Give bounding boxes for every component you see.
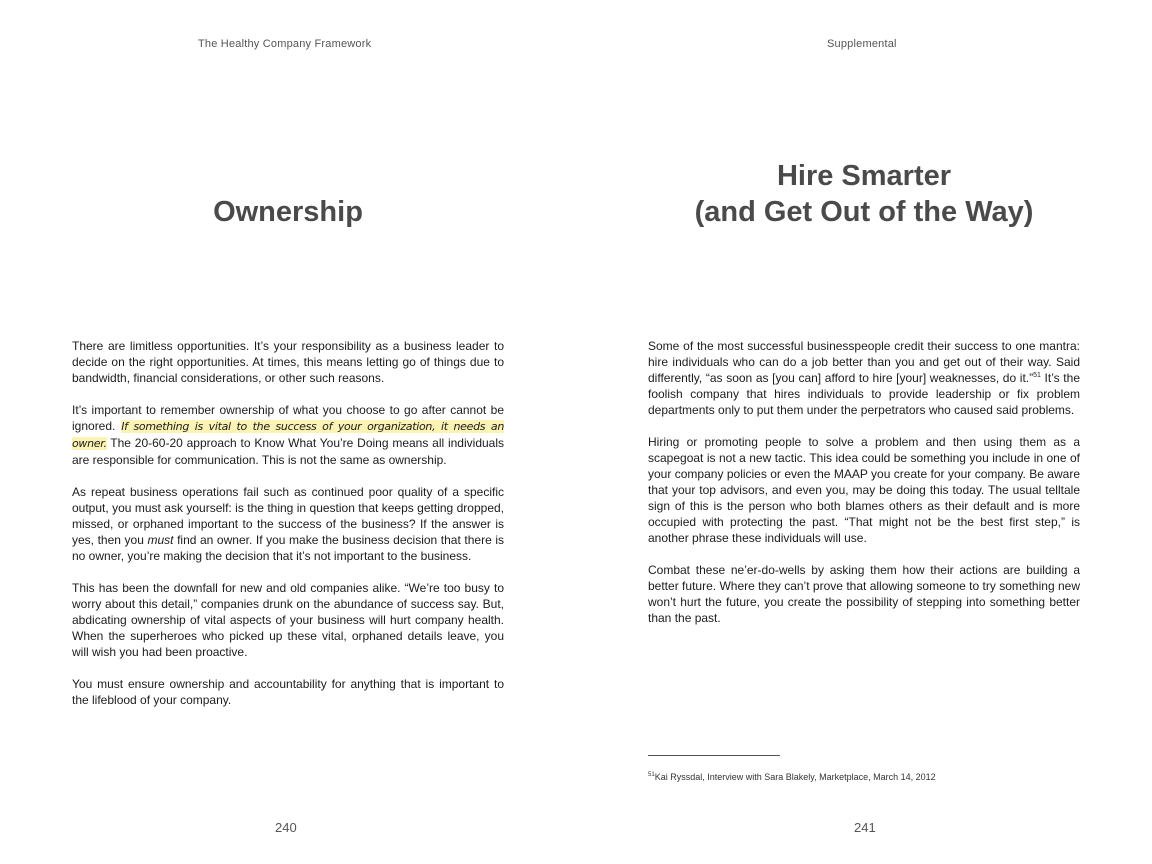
paragraph-text: The 20-60-20 approach to Know What You’re Doing means all individuals are responsible for communication. This is not the same as ownership. <box>72 436 505 467</box>
running-head: The Healthy Company Framework <box>198 38 372 50</box>
paragraph-text: You must ensure ownership and accountability for anything that is important to the lifeblood of your company. <box>72 677 504 707</box>
chapter-title-text: Ownership <box>213 196 363 228</box>
paragraph-text: It’s the foolish company that hires individuals to provide leadership or fix problem departments only to put them under the perpetrators who caused said problems. <box>648 371 1080 417</box>
paragraph-text: find an owner. If you make the business decision that there is no owner, you’re making the decision that it’s not important to the business. <box>72 533 504 563</box>
paragraph <box>648 562 1080 626</box>
body-text <box>648 338 1080 642</box>
emphasis: must <box>147 533 174 547</box>
page-number: 240 <box>275 820 297 835</box>
paragraph-text: As repeat business operations fail such as continued poor quality of a specific output, you must ask yourself: is the thing in question that keeps getting dropped, missed, or orphaned important to the success of the business? If the answer is yes, then you <box>72 485 504 547</box>
paragraph-text: Combat these ne’er-do-wells by asking them how their actions are building a better future. Where they can’t prove that allowing someone to try something new won’t hurt the future, you create the possibility of stepping into something better than the past. <box>648 563 1080 625</box>
paragraph <box>72 676 504 708</box>
footnote-text: Kai Ryssdal, Interview with Sara Blakely, Marketplace, March 14, 2012 <box>654 772 936 782</box>
paragraph <box>72 484 504 564</box>
chapter-title <box>576 158 1152 230</box>
chapter-title-line1: Hire Smarter <box>776 160 952 192</box>
paragraph <box>72 338 504 386</box>
chapter-title <box>0 194 576 230</box>
paragraph <box>72 402 504 468</box>
paragraph-text: Hiring or promoting people to solve a problem and then using them as a scapegoat is not a new tactic. This idea could be something you include in one of your company policies or even the MAAP you create for your company. Be aware that your top advisors, and even you, may be doing this today. The usual telltale sign of this is the person who both blames others as their default and is more occupied with protecting the past. “That might not be the best first step,” is another phrase these individuals will use. <box>648 435 1080 545</box>
running-head: Supplemental <box>827 38 897 50</box>
paragraph-text: There are limitless opportunities. It’s your responsibility as a business leader to decide on the right opportunities. At times, this means letting go of things due to bandwidth, financial considerations, or other such reasons. <box>72 339 504 385</box>
paragraph <box>648 338 1080 418</box>
handwritten-highlight: If something is vital to the success of your organization, it needs an owner. <box>72 420 505 450</box>
paragraph-text: Some of the most successful businesspeople credit their success to one mantra: hire individuals who can do a job better than you and get out of their way. Said differently, “as soon as [you can] afford to hire [your] weaknesses, do it.” <box>648 339 1080 385</box>
footnote-reference[interactable]: 51 <box>1033 372 1041 379</box>
right-page <box>576 0 1152 864</box>
footnote <box>648 772 936 782</box>
paragraph <box>72 580 504 660</box>
page-number: 241 <box>854 820 876 835</box>
paragraph-text: This has been the downfall for new and old companies alike. “We’re too busy to worry about this detail,” companies drunk on the abundance of success say. But, abdicating ownership of vital aspects of your business will hurt company health. When the superheroes who picked up these vital, orphaned details leave, you will wish you had been proactive. <box>72 581 504 659</box>
footnote-number: 51 <box>648 772 655 778</box>
footnote-divider <box>648 755 780 756</box>
chapter-title-line2: (and Get Out of the Way) <box>694 196 1034 228</box>
paragraph-text: It’s important to remember ownership of what you choose to go after cannot be ignored. <box>72 403 504 433</box>
body-text <box>72 338 504 724</box>
paragraph <box>648 434 1080 546</box>
